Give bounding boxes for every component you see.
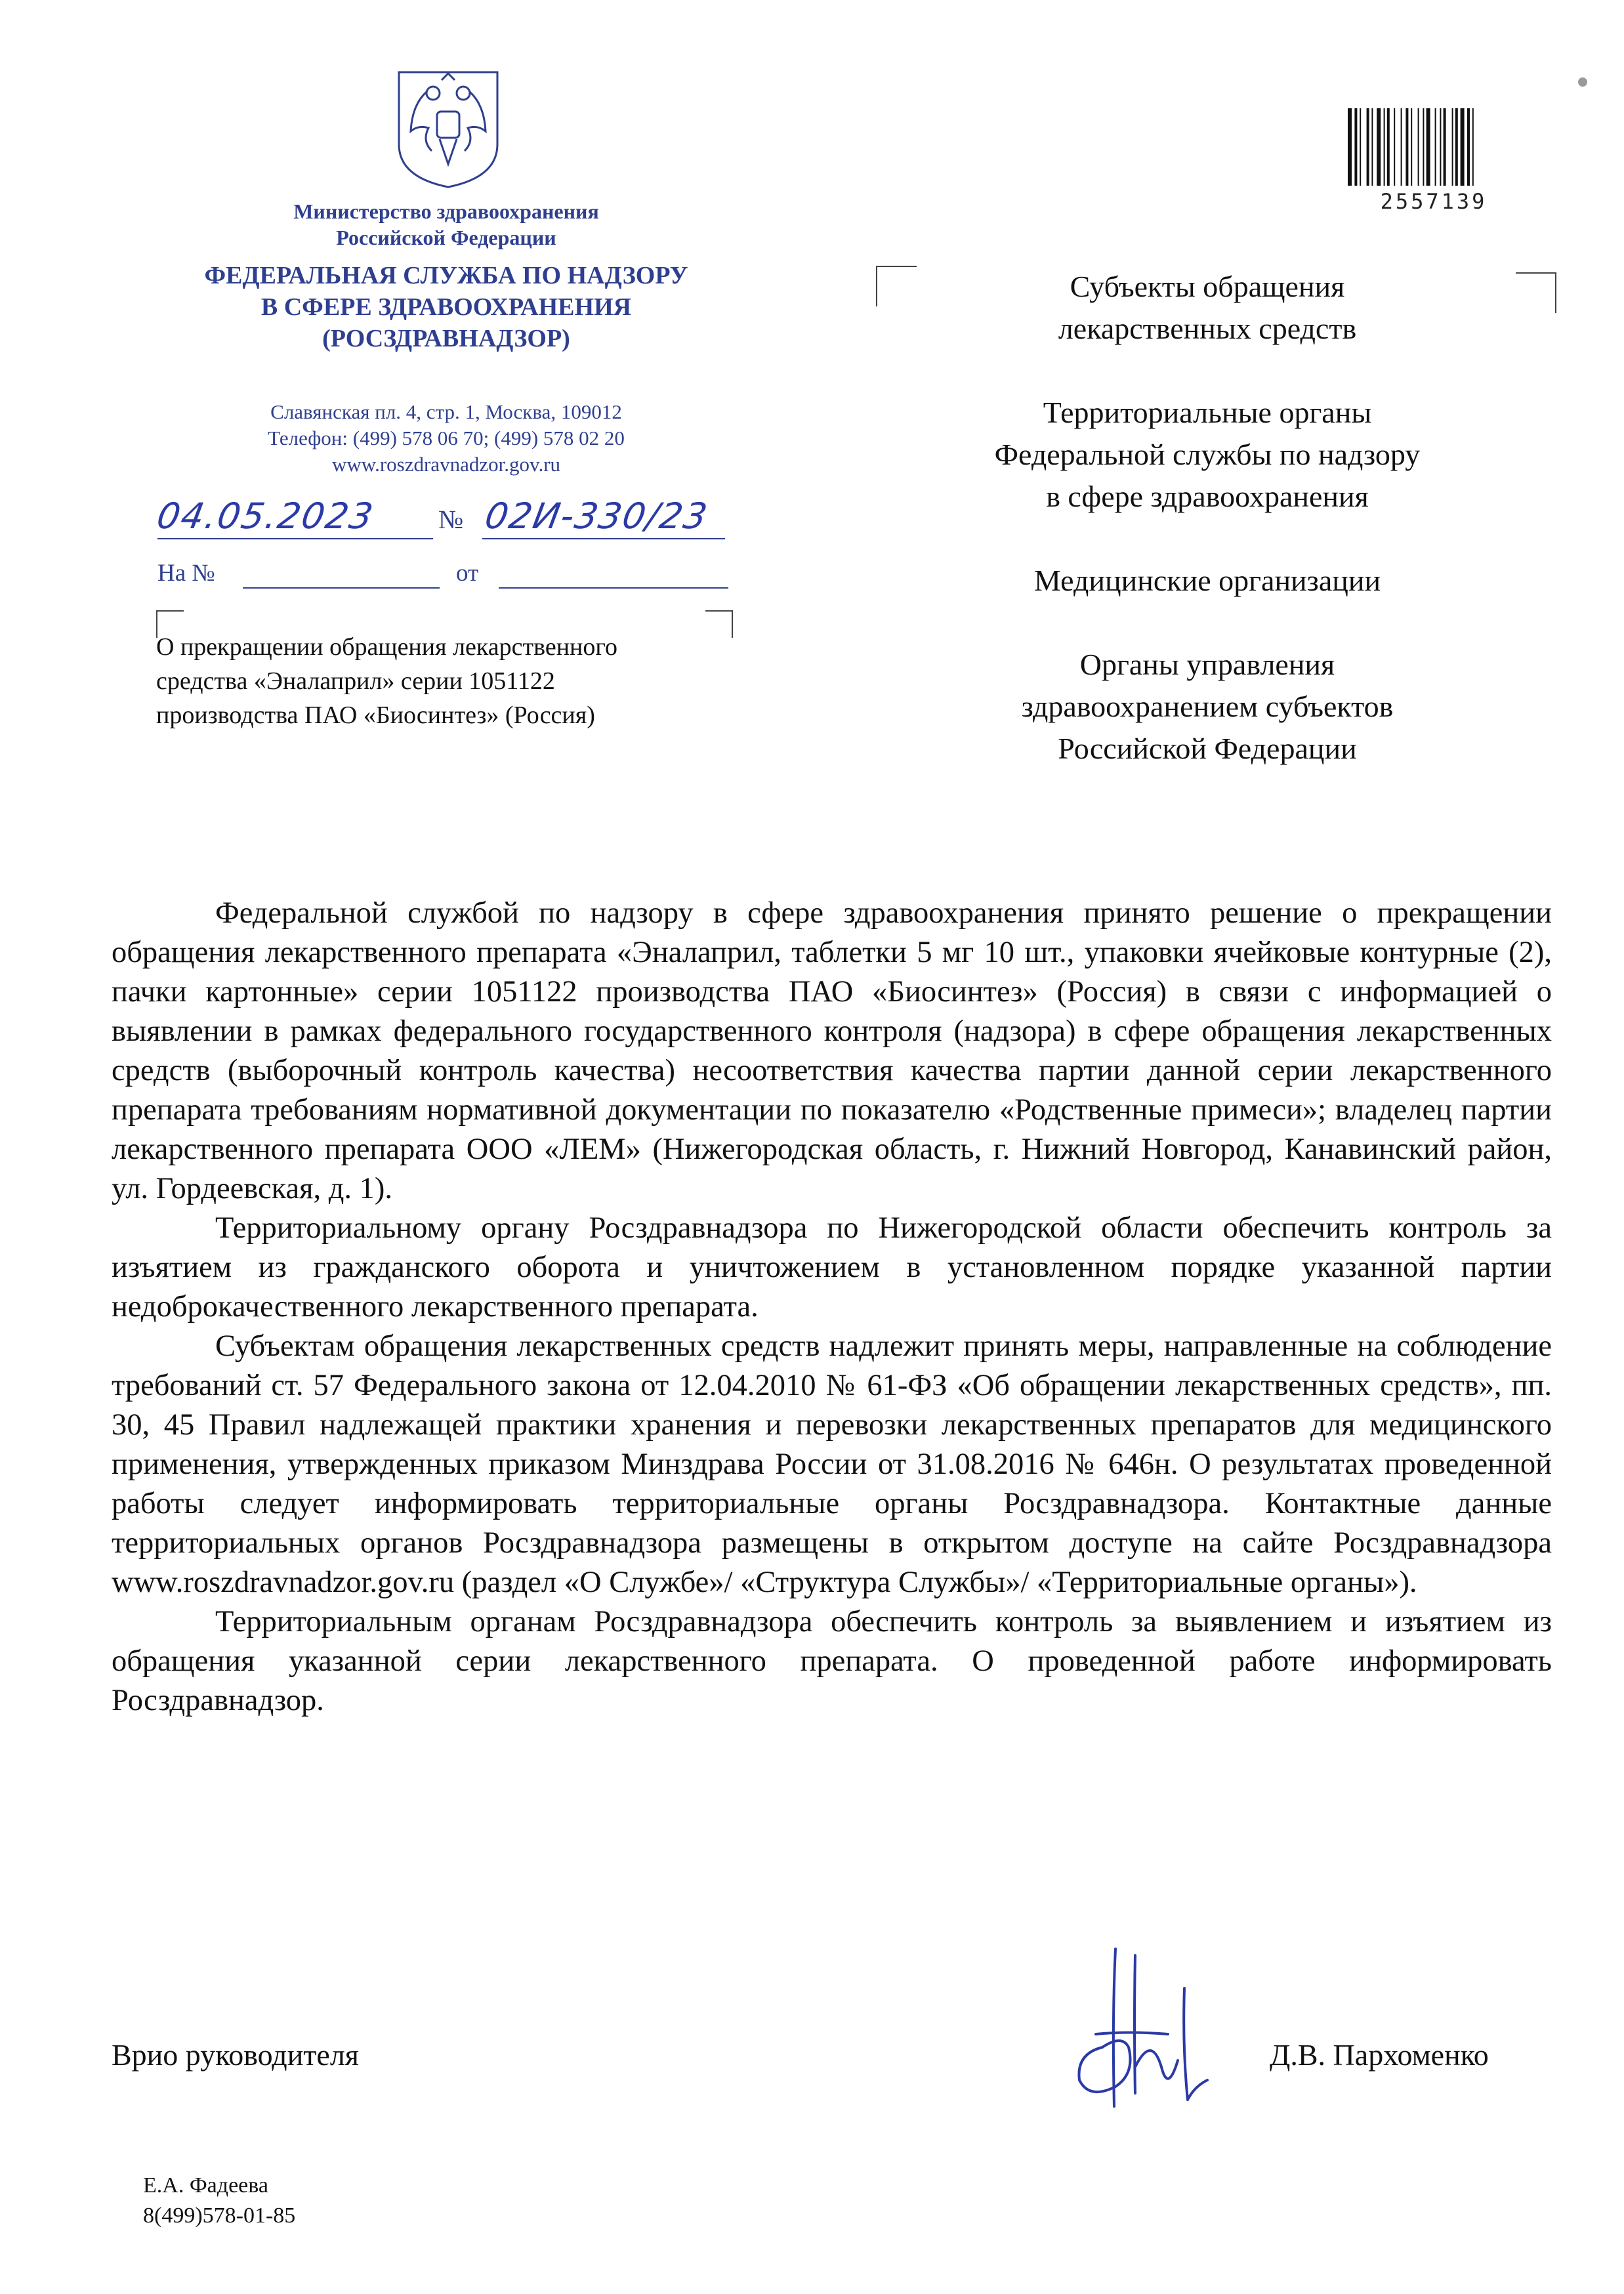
- addressee-line: Субъекты обращения: [1070, 270, 1345, 303]
- barcode-number: 2557139: [1380, 189, 1488, 214]
- addressee-line: в сфере здравоохранения: [1046, 480, 1369, 513]
- signatory-name: Д.В. Пархоменко: [1270, 2038, 1489, 2072]
- body-paragraph: Территориальным органам Росздравнадзора обеспечить контроль за выявлением и изъятием из обращения указанной серии лекарственного препарата. О проведенной работе информировать Росздравнадзор.: [112, 1605, 1552, 1717]
- addressee-line: Федеральной службы по надзору: [994, 438, 1421, 471]
- reference-date-underline: [499, 587, 728, 589]
- registration-number: 02И-330/23: [482, 495, 712, 537]
- coat-of-arms-icon: [392, 66, 504, 190]
- barcode-bar: [1467, 108, 1470, 186]
- barcode-bar: [1423, 108, 1424, 186]
- subject-line: средства «Эналаприл» серии 1051122: [156, 667, 555, 695]
- signatory-position: Врио руководителя: [112, 2038, 359, 2072]
- barcode: [1345, 108, 1516, 187]
- ministry-line: Министерство здравоохранения: [293, 199, 599, 223]
- service-line: (РОСЗДРАВНАДЗОР): [322, 325, 570, 352]
- barcode-bar: [1440, 108, 1441, 186]
- barcode-bar: [1452, 108, 1453, 186]
- barcode-bar: [1461, 108, 1465, 186]
- website: www.roszdravnadzor.gov.ru: [331, 453, 561, 476]
- barcode-bar: [1444, 108, 1446, 186]
- ministry-line: Российской Федерации: [336, 226, 556, 249]
- service-line: ФЕДЕРАЛЬНАЯ СЛУЖБА ПО НАДЗОРУ: [204, 262, 688, 289]
- barcode-bar: [1435, 108, 1436, 186]
- addressees: [866, 266, 1549, 812]
- handwritten-signature: [1037, 1936, 1247, 2133]
- barcode-bar: [1348, 108, 1352, 186]
- addressee: [866, 266, 1549, 350]
- executor-block: [143, 2171, 295, 2231]
- subject-line: производства ПАО «Биосинтез» (Россия): [156, 701, 595, 729]
- barcode-bar: [1418, 108, 1419, 186]
- barcode-bar: [1354, 108, 1357, 186]
- barcode-bar: [1371, 108, 1373, 186]
- barcode-bar: [1426, 108, 1430, 186]
- addressee-line: Территориальные органы: [1043, 396, 1372, 429]
- barcode-bar: [1411, 108, 1412, 186]
- date-underline: [157, 538, 433, 539]
- barcode-bar: [1387, 108, 1390, 186]
- reference-number-label: На №: [157, 560, 215, 587]
- barcode-bar: [1360, 108, 1361, 186]
- body-paragraph: Территориальному органу Росздравнадзора по Нижегородской области обеспечить контроль за изъятием из гражданского оборота и уничтожением в установленном порядке указанной партии недоброкачественного лекарственного препарата.: [112, 1211, 1552, 1324]
- executor-name: Е.А. Фадеева: [143, 2173, 268, 2198]
- addressee-line: Медицинские организации: [1033, 564, 1381, 597]
- letter-body: [112, 894, 1552, 1720]
- reference-number-underline: [243, 587, 440, 589]
- barcode-bar: [1401, 108, 1402, 186]
- ministry-name: [217, 198, 676, 251]
- barcode-bar: [1472, 108, 1474, 186]
- barcode-bar: [1377, 108, 1381, 186]
- subject: [156, 630, 734, 732]
- barcode-bar: [1455, 108, 1458, 186]
- address: Славянская пл. 4, стр. 1, Москва, 109012: [270, 400, 622, 423]
- reference-date-label: от: [456, 560, 479, 587]
- barcode-bar: [1367, 108, 1369, 186]
- barcode-bar: [1405, 108, 1408, 186]
- registration-number-label: №: [438, 505, 464, 534]
- addressee: [866, 392, 1549, 518]
- service-name: [118, 260, 774, 354]
- body-paragraph: Федеральной службой по надзору в сфере здравоохранения принято решение о прекращении обращения лекарственного препарата «Эналаприл, таблетки 5 мг 10 шт., упаковки ячейковые контурные (2), пачки картонные» серии 1051122 производства ПАО «Биосинтез» (Россия) в связи с информацией о выявлении в рамках федерального государственного контроля (надзора) в сфере обращения лекарственных средств (выборочный контроль качества) несоответствия качества партии данной серии лекарственного препарата требованиям нормативной документации по показателю «Родственные примеси»; владелец партии лекарственного препарата ООО «ЛЕМ» (Нижегородская область, г. Нижний Новгород, Канавинский район, ул. Гордеевская, д. 1).: [112, 896, 1552, 1205]
- addressee: [866, 644, 1549, 770]
- addressee-line: Российской Федерации: [1058, 732, 1357, 765]
- contact-block: [171, 399, 722, 478]
- addressee-line: лекарственных средств: [1058, 312, 1357, 345]
- number-underline: [482, 538, 725, 539]
- scan-mark: [1578, 77, 1587, 87]
- addressee: [866, 560, 1549, 602]
- service-line: В СФЕРЕ ЗДРАВООХРАНЕНИЯ: [260, 293, 632, 321]
- barcode-bar: [1394, 108, 1395, 186]
- registration-date: 04.05.2023: [154, 495, 377, 537]
- body-paragraph: Субъектам обращения лекарственных средств надлежит принять меры, направленные на соблюдение требований ст. 57 Федерального закона от 12.04.2010 № 61-ФЗ «Об обращении лекарственных средств», пп. 30, 45 Правил надлежащей практики хранения и перевозки лекарственных препаратов для медицинского применения, утвержденных приказом Минздрава России от 31.08.2016 № 646н. О результатах проведенной работы следует информировать территориальные органы Росздравнадзора. Контактные данные территориальных органов Росздравнадзора размещены в открытом доступе на сайте Росздравнадзора www.roszdravnadzor.gov.ru (раздел «О Службе»/ «Структура Службы»/ «Территориальные органы»).: [112, 1329, 1552, 1599]
- addressee-line: Органы управления: [1079, 648, 1335, 681]
- phone: Телефон: (499) 578 06 70; (499) 578 02 20: [268, 427, 625, 449]
- subject-line: О прекращении обращения лекарственного: [156, 633, 618, 661]
- barcode-bar: [1384, 108, 1385, 186]
- addressee-line: здравоохранением субъектов: [1021, 690, 1394, 723]
- executor-phone: 8(499)578-01-85: [143, 2203, 296, 2228]
